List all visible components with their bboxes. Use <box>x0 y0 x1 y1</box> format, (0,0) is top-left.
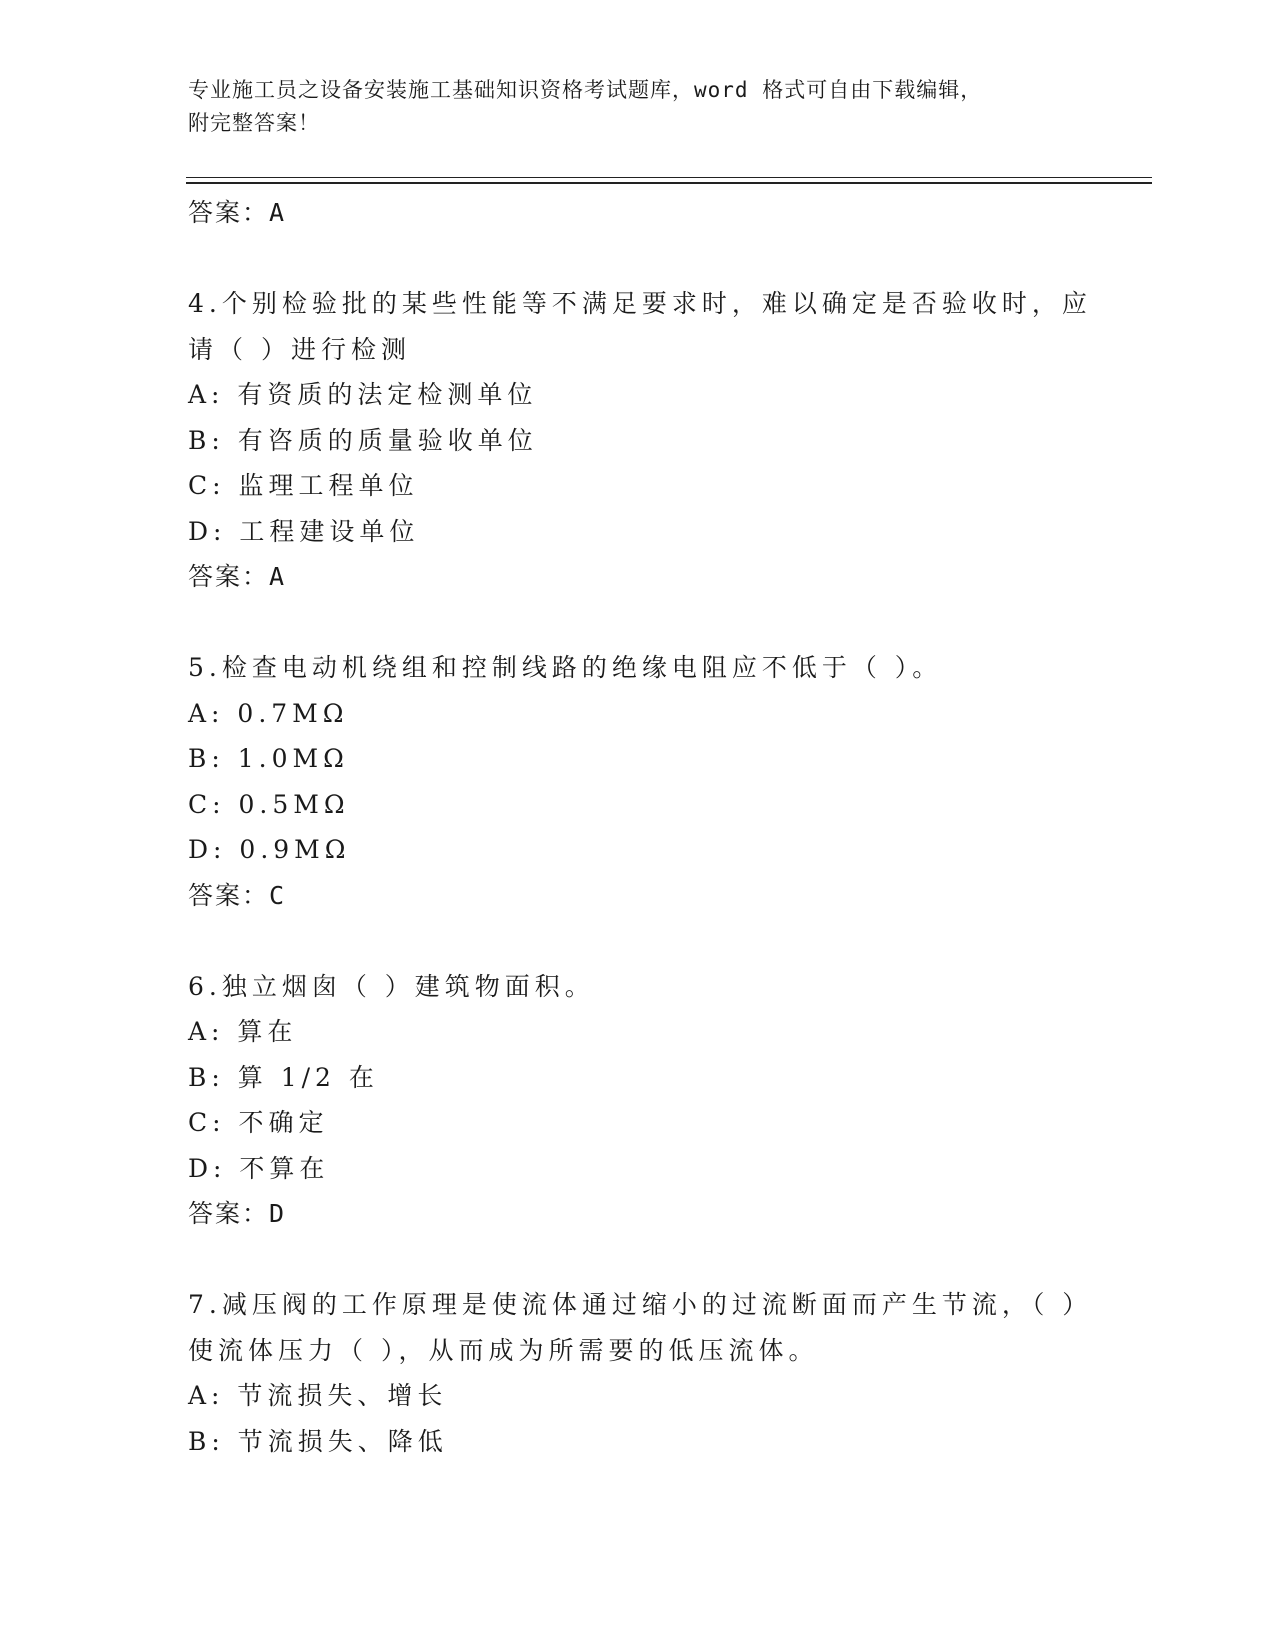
previous-answer: 答案：A <box>188 198 287 227</box>
spacer <box>188 236 1088 282</box>
answer-label: 答案：A <box>188 562 287 591</box>
question-stem: 请（ ）进行检测 <box>188 334 411 364</box>
question-5 <box>188 645 1088 918</box>
option-b: B: 算 1/2 在 <box>188 1062 379 1092</box>
option-a: A: 节流损失、增长 <box>188 1381 448 1410</box>
question-stem: 7.减压阀的工作原理是使流体通过缩小的过流断面而产生节流，（ ） <box>188 1290 1093 1319</box>
spacer <box>188 918 1088 964</box>
option-c: C: 监理工程单位 <box>188 471 419 500</box>
spacer <box>188 600 1088 646</box>
option-b: B: 1.0MΩ <box>188 744 349 773</box>
question-stem: 4.个别检验批的某些性能等不满足要求时，难以确定是否验收时，应 <box>188 289 1092 318</box>
document-header <box>188 74 1088 140</box>
header-divider-thick <box>186 182 1152 184</box>
option-d: D: 工程建设单位 <box>188 516 420 546</box>
spacer <box>188 1237 1088 1283</box>
question-stem: 使流体压力（ ），从而成为所需要的低压流体。 <box>188 1335 819 1365</box>
option-a: A: 有资质的法定检测单位 <box>188 380 538 409</box>
answer-label: 答案：D <box>188 1199 287 1228</box>
answer-label: 答案：C <box>188 880 287 910</box>
header-line-2: 附完整答案！ <box>188 111 320 135</box>
option-d: D: 不算在 <box>188 1153 330 1183</box>
question-7 <box>188 1282 1093 1464</box>
header-line-1: 专业施工员之设备安装施工基础知识资格考试题库，word 格式可自由下载编辑， <box>188 78 983 102</box>
question-6 <box>188 964 1088 1237</box>
question-stem: 6.独立烟囱（ ）建筑物面积。 <box>188 971 595 1001</box>
option-b: B: 有咨质的质量验收单位 <box>188 425 538 455</box>
option-c: C: 不确定 <box>188 1108 329 1137</box>
option-a: A: 0.7MΩ <box>188 698 349 728</box>
question-stem: 5.检查电动机绕组和控制线路的绝缘电阻应不低于（ ）。 <box>188 653 943 682</box>
option-d: D: 0.9MΩ <box>188 835 351 864</box>
header-divider-thin <box>186 177 1152 178</box>
option-b: B: 节流损失、降低 <box>188 1426 448 1456</box>
question-4 <box>188 281 1092 600</box>
question-list <box>188 190 1093 1464</box>
option-c: C: 0.5MΩ <box>188 789 350 819</box>
option-a: A: 算在 <box>188 1017 298 1046</box>
